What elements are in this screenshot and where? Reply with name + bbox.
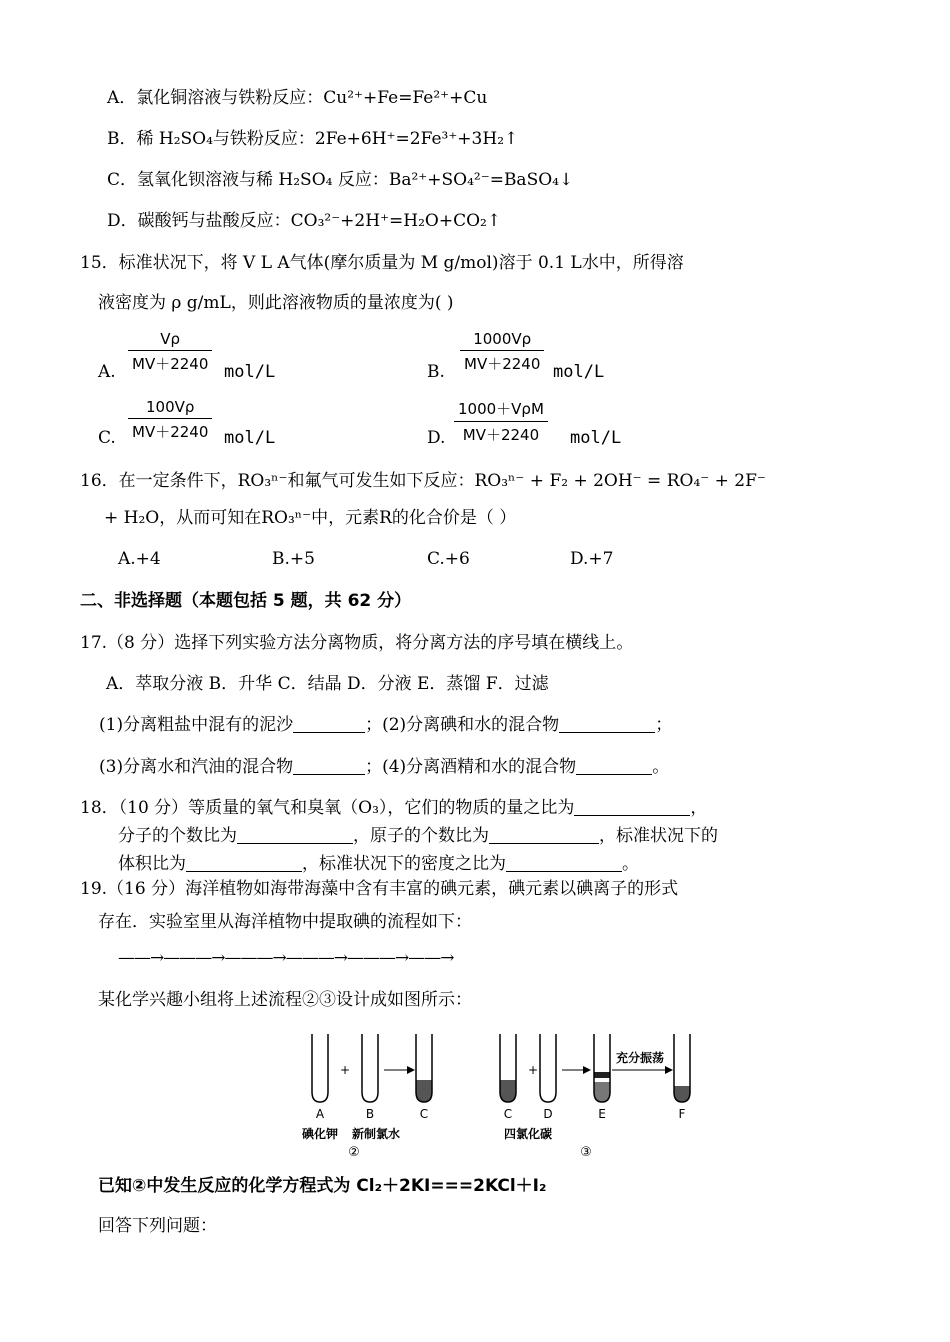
experiment-figure	[290, 1028, 710, 1163]
q18-row3	[118, 853, 639, 875]
shake-label: 充分振荡	[615, 1051, 665, 1065]
answer-blank[interactable]	[506, 853, 622, 872]
q17-row2	[99, 756, 669, 778]
answer-blank[interactable]	[576, 756, 652, 775]
answer-blank[interactable]	[186, 853, 302, 872]
q16-stem-line1: 16．在一定条件下，RO₃ⁿ⁻和氟气可发生如下反应：RO₃ⁿ⁻ + F₂ + 2OH⁻ = RO₄⁻ + 2F⁻	[80, 471, 766, 491]
fraction-denominator: MV＋2240	[132, 355, 209, 373]
q17-item4-end: 。	[652, 757, 670, 777]
plus-sign: +	[339, 1063, 351, 1077]
q18-part3: ，原子的个数比为	[353, 826, 489, 846]
answer-blank[interactable]	[293, 714, 365, 733]
test-tube-a	[312, 1034, 328, 1102]
q18-part4: ，标准状况下的	[599, 826, 718, 846]
caption-step-2: ②	[348, 1145, 360, 1160]
test-tube-e	[594, 1034, 610, 1102]
q17-stem: 17.（8 分）选择下列实验方法分离物质，将分离方法的序号填在横线上。	[80, 633, 634, 653]
q17-methods: A．萃取分液 B．升华 C．结晶 D．分液 E．蒸馏 F．过滤	[106, 674, 549, 694]
q15-option-b-fraction	[458, 330, 546, 374]
test-tube-d	[540, 1034, 556, 1102]
tube-label-d: D	[543, 1107, 553, 1121]
q16-stem-line2: + H₂O，从而可知在RO₃ⁿ⁻中，元素R的化合价是（ ）	[104, 508, 517, 528]
fraction-denominator: MV＋2240	[462, 426, 540, 444]
q17-item2: ；(2)分离碘和水的混合物	[365, 715, 560, 735]
caption-chlorine-water: 新制氯水	[351, 1127, 401, 1141]
answer-blank[interactable]	[489, 825, 599, 844]
q14-option-a: A．氯化铜溶液与铁粉反应：Cu²⁺+Fe=Fe²⁺+Cu	[107, 88, 488, 108]
answer-blank[interactable]	[293, 756, 365, 775]
q16-option-c: C.+6	[427, 549, 470, 569]
fraction-denominator: MV＋2240	[464, 355, 541, 373]
q17-item2-end: ；	[655, 715, 673, 735]
q15-option-d-unit: mol/L	[570, 428, 622, 448]
q15-option-b-label: B.	[427, 362, 445, 382]
test-tube-f	[674, 1034, 690, 1102]
q19-stem-line1: 19.（16 分）海洋植物如海带海藻中含有丰富的碘元素，碘元素以碘离子的形式	[80, 879, 679, 899]
q19-stem-line2: 存在．实验室里从海洋植物中提取碘的流程如下：	[98, 912, 472, 932]
fraction-numerator: 1000Vρ	[473, 330, 532, 348]
fraction-numerator: 100Vρ	[145, 398, 195, 416]
q19-design-text: 某化学兴趣小组将上述流程②③设计成如图所示：	[98, 990, 472, 1010]
q19-answer-prompt: 回答下列问题：	[98, 1216, 217, 1236]
plus-sign: +	[527, 1063, 539, 1077]
q15-option-b-unit: mol/L	[553, 362, 605, 382]
q16-option-a: A.+4	[118, 549, 161, 569]
fraction-numerator: Vρ	[160, 330, 181, 348]
fraction-numerator: 1000＋VρM	[458, 400, 544, 418]
tube-label-c2: C	[503, 1107, 513, 1121]
q18-part1-end: ，	[690, 798, 708, 818]
test-tube-c	[416, 1034, 432, 1102]
caption-potassium-iodide: 碘化钾	[301, 1127, 339, 1141]
q15-option-a-label: A.	[98, 362, 116, 382]
q15-option-c-unit: mol/L	[224, 428, 276, 448]
q15-option-c-label: C.	[98, 428, 116, 448]
q17-item3: (3)分离水和汽油的混合物	[99, 757, 294, 777]
q14-option-d: D．碳酸钙与盐酸反应：CO₃²⁻+2H⁺=H₂O+CO₂↑	[107, 211, 502, 231]
q17-item1: (1)分离粗盐中混有的泥沙	[99, 715, 294, 735]
q18-part5: 体积比为	[118, 854, 186, 874]
test-tube-c2	[500, 1034, 516, 1102]
q18-part6: ，标准状况下的密度之比为	[302, 854, 506, 874]
q14-option-c: C．氢氧化钡溶液与稀 H₂SO₄ 反应：Ba²⁺+SO₄²⁻=BaSO₄↓	[107, 170, 574, 190]
q17-item4: ；(4)分离酒精和水的混合物	[365, 757, 577, 777]
q18-part2: 分子的个数比为	[118, 826, 237, 846]
test-tube-b	[362, 1034, 378, 1102]
q17-row1	[99, 714, 672, 736]
q15-option-a-unit: mol/L	[224, 362, 276, 382]
answer-blank[interactable]	[574, 797, 690, 816]
answer-blank[interactable]	[237, 825, 353, 844]
q18-part1: 18．（10 分）等质量的氧气和臭氧（O₃），它们的物质的量之比为	[80, 798, 575, 818]
section-title: 二、非选择题（本题包括 5 题，共 62 分）	[80, 591, 412, 611]
tube-label-b: B	[365, 1107, 375, 1121]
q19-flow-arrows: ——→———→———→———→———→——→	[118, 948, 454, 968]
q16-option-d: D.+7	[570, 549, 614, 569]
tube-label-e: E	[598, 1107, 606, 1121]
caption-step-3: ③	[580, 1145, 592, 1160]
q18-row2	[118, 825, 718, 847]
q15-option-c-fraction	[126, 398, 214, 442]
q15-option-a-fraction	[126, 330, 214, 374]
q15-stem-line1: 15．标准状况下，将 V L A气体(摩尔质量为 M g/mol)溶于 0.1 L水中，所得溶	[80, 253, 684, 273]
answer-blank[interactable]	[559, 714, 655, 733]
tube-label-f: F	[678, 1107, 686, 1121]
tube-label-c: C	[419, 1107, 429, 1121]
tube-label-a: A	[315, 1107, 325, 1121]
caption-carbon-tetrachloride: 四氯化碳	[503, 1127, 553, 1141]
q19-known-equation: 已知②中发生反应的化学方程式为 Cl₂＋2KI===2KCl＋I₂	[98, 1176, 547, 1196]
q18-part6-end: 。	[622, 854, 639, 874]
q15-option-d-label: D.	[427, 428, 446, 448]
q16-option-b: B.+5	[272, 549, 315, 569]
q15-option-d-fraction	[452, 398, 550, 445]
q15-stem-line2: 液密度为 ρ g/mL，则此溶液物质的量浓度为( )	[98, 293, 454, 313]
fraction-denominator: MV＋2240	[132, 423, 209, 441]
q14-option-b: B．稀 H₂SO₄与铁粉反应：2Fe+6H⁺=2Fe³⁺+3H₂↑	[107, 129, 519, 149]
q18-row1	[80, 797, 707, 819]
